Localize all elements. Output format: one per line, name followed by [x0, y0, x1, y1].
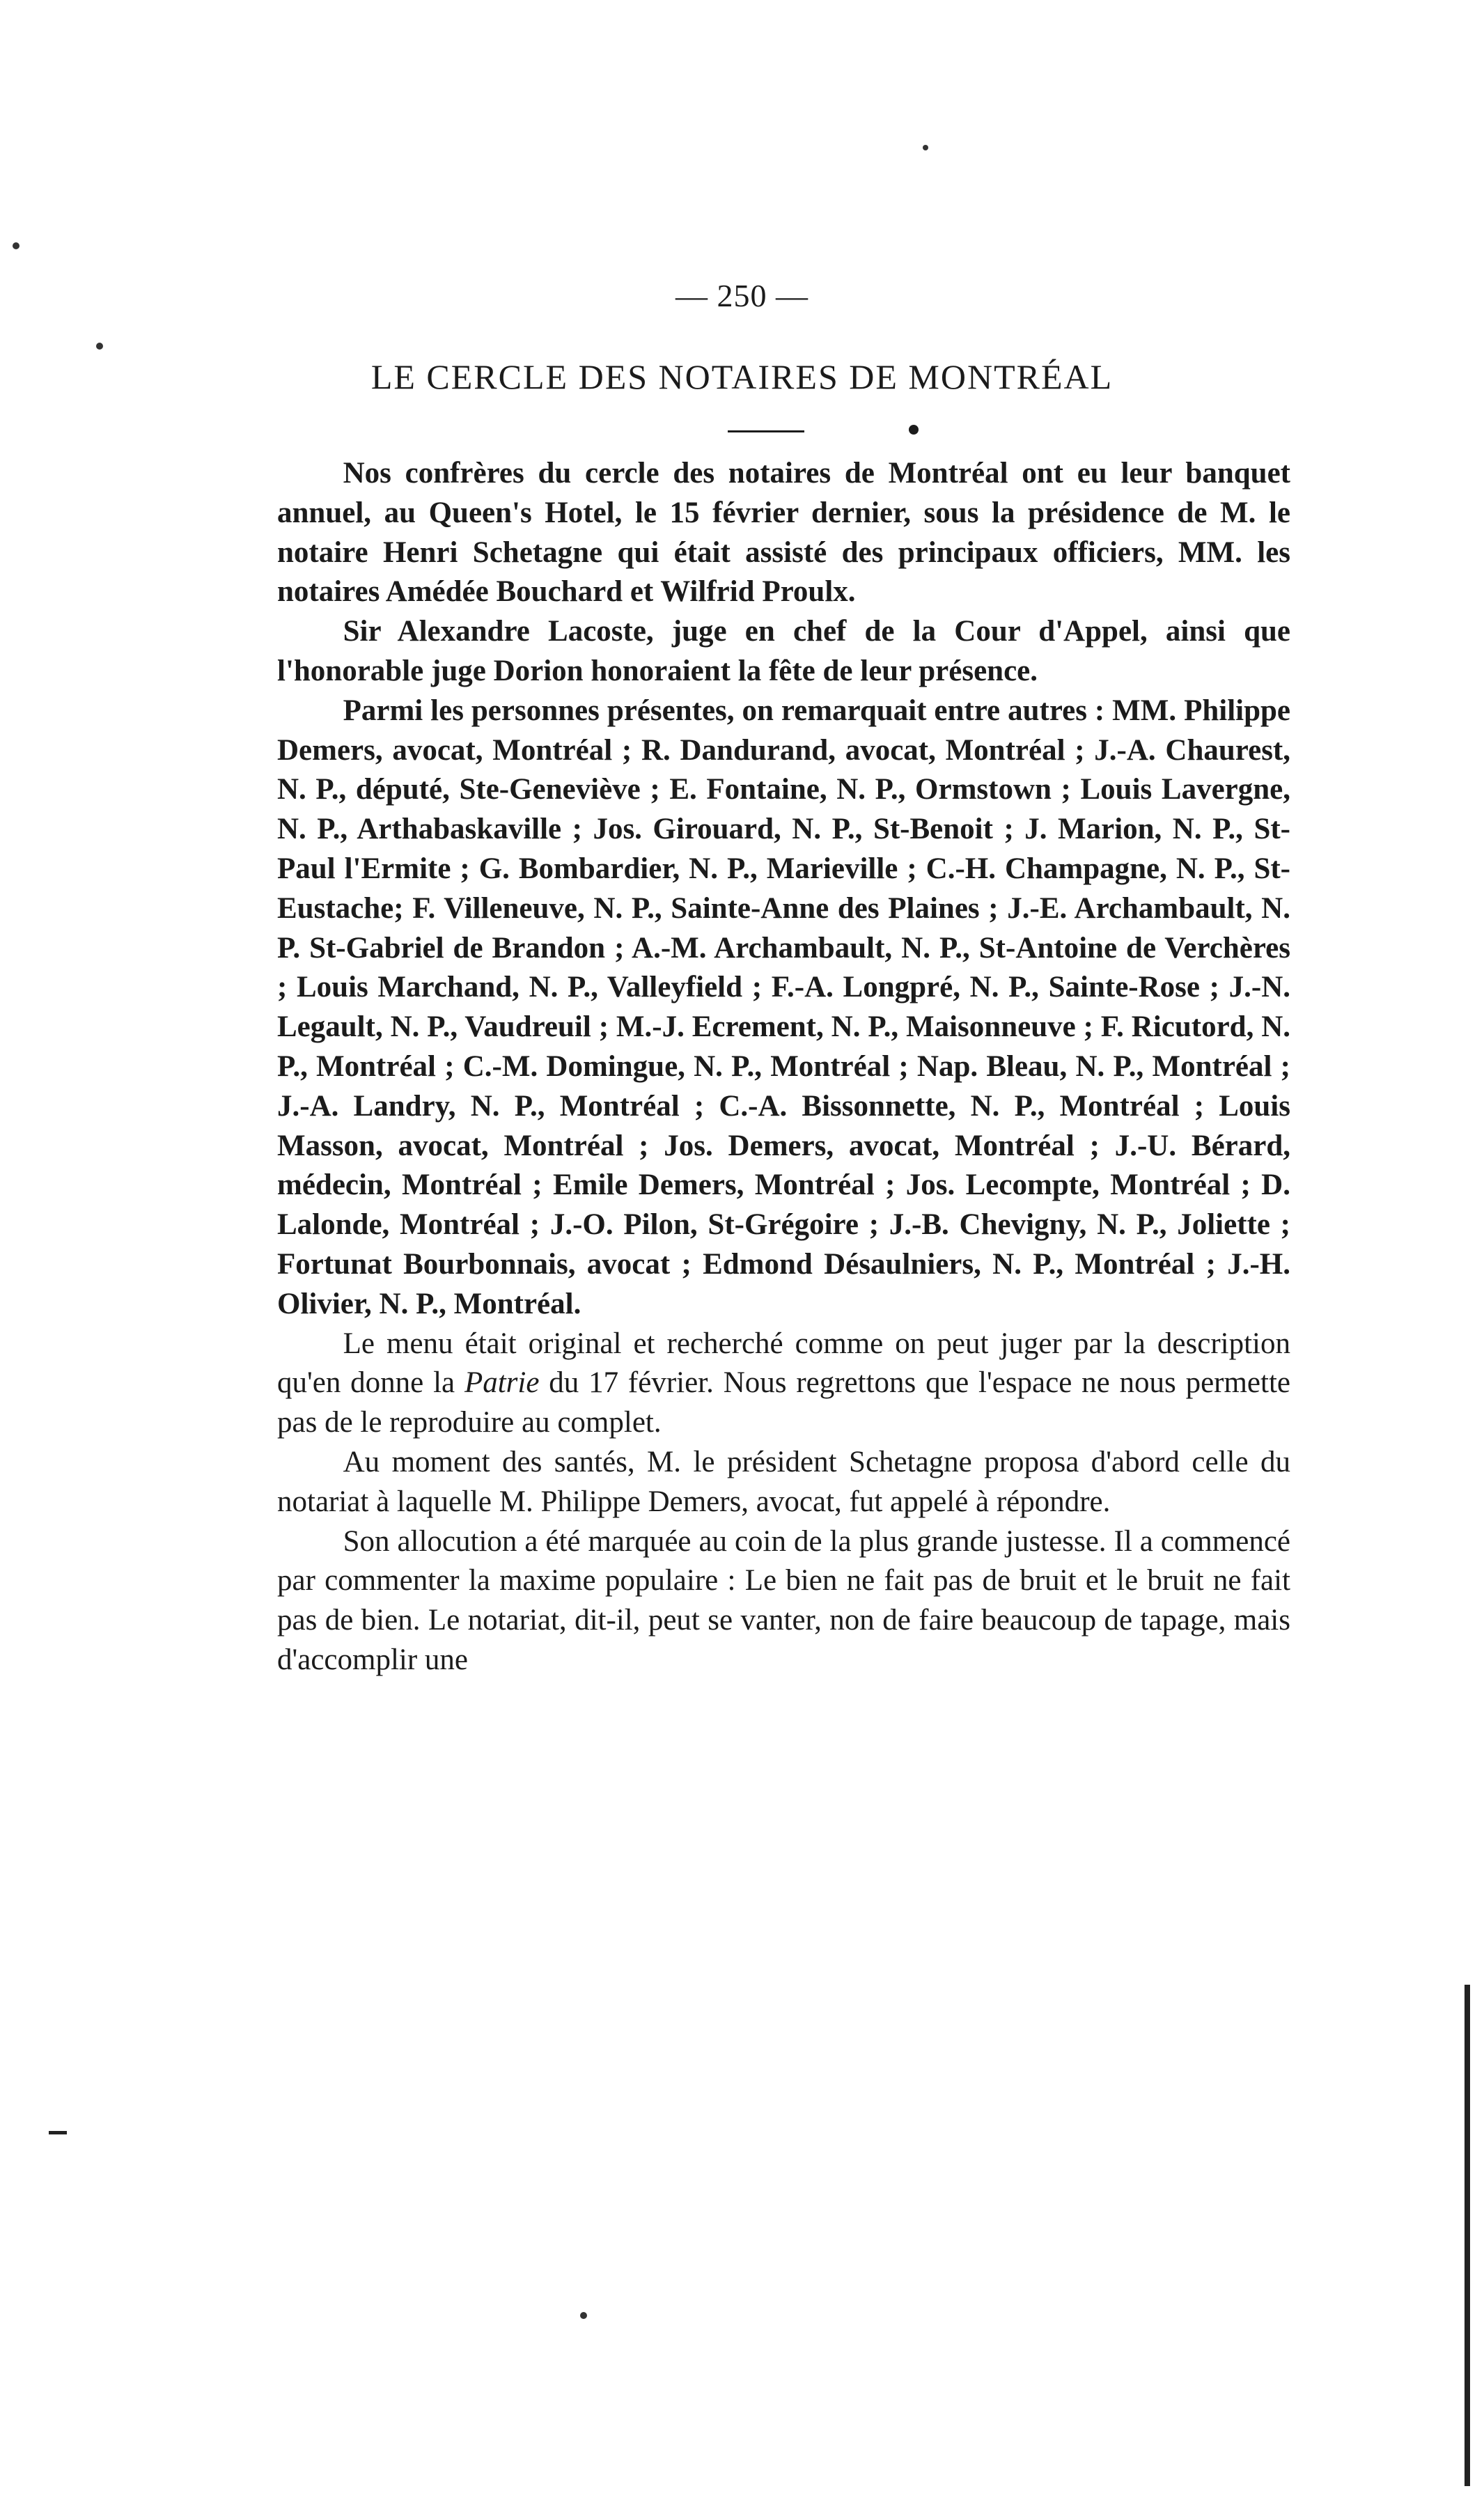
paragraph-toasts: Au moment des santés, M. le président Schetagne proposa d'abord celle du notariat à laquelle M. Philippe Demers, avocat, fut appelé à répondre. [277, 1445, 1290, 1518]
newspaper-name: Patrie [464, 1366, 540, 1400]
scan-speck [96, 343, 103, 350]
paragraph-speech: Son allocution a été marquée au coin de la plus grande justesse. Il a commencé par commenter la maxime populaire : Le bien ne fait pas de bruit et le bruit ne fait pas de bien. Le notariat, dit-il, peut se vanter, non de faire beaucoup de tapage, mais d'accomplir une [277, 1524, 1290, 1676]
menu-text-before: Le menu était original et recherché comme on peut juger par la description qu'en donne la [277, 1327, 1290, 1400]
article-body [277, 454, 1290, 1680]
scan-speck [580, 2312, 587, 2319]
menu-text-after: du 17 février. Nous regrettons que l'espace ne nous permette pas de le reproduire au complet. [277, 1366, 1290, 1439]
article-title: LE CERCLE DES NOTAIRES DE MONTRÉAL [370, 357, 1114, 396]
margin-mark-left [49, 2131, 67, 2134]
paragraph-menu [277, 1325, 1290, 1443]
title-dot [909, 425, 919, 435]
paragraph-banquet: Nos confrères du cercle des notaires de Montréal ont eu leur banquet annuel, au Queen's Hotel, le 15 février dernier, sous la présidence de M. le notaire Henri Schetagne qui était assisté des principaux officiers, MM. les notaires Amédée Bouchard et Wilfrid Proulx. [277, 457, 1290, 609]
margin-mark-right [1465, 1985, 1470, 2486]
scan-speck [923, 145, 928, 150]
title-rule [728, 430, 804, 432]
page-number: — 250 — [675, 278, 809, 313]
scan-speck [13, 242, 19, 249]
paragraph-guests-of-honour: Sir Alexandre Lacoste, juge en chef de la Cour d'Appel, ainsi que l'honorable juge Dorion honoraient la fête de leur présence. [277, 615, 1290, 687]
paragraph-attendees: Parmi les personnes présentes, on remarquait entre autres : MM. Philippe Demers, avocat, Montréal ; R. Dandurand, avocat, Montréal ; J.-A. Chaurest, N. P., député, Ste-Geneviève ; E. Fontaine, N. P., Ormstown ; Louis Lavergne, N. P., Arthabaskaville ; Jos. Girouard, N. P., St-Benoit ; J. Marion, N. P., St-Paul l'Ermite ; G. Bombardier, N. P., Marieville ; C.-H. Champagne, N. P., St-Eustache; F. Villeneuve, N. P., Sainte-Anne des Plaines ; J.-E. Archambault, N. P. St-Gabriel de Brandon ; A.-M. Archambault, N. P., St-Antoine de Verchères ; Louis Marchand, N. P., Valleyfield ; F.-A. Longpré, N. P., Sainte-Rose ; J.-N. Legault, N. P., Vaudreuil ; M.-J. Ecrement, N. P., Maisonneuve ; F. Ricutord, N. P., Montréal ; C.-M. Domingue, N. P., Montréal ; Nap. Bleau, N. P., Montréal ; J.-A. Landry, N. P., Montréal ; C.-A. Bissonnette, N. P., Montréal ; Louis Masson, avocat, Montréal ; Jos. Demers, avocat, Montréal ; J.-U. Bérard, médecin, Montréal ; Emile Demers, Montréal ; Jos. Lecompte, Montréal ; D. Lalonde, Montréal ; J.-O. Pilon, St-Grégoire ; J.-B. Chevigny, N. P., Joliette ; Fortunat Bourbonnais, avocat ; Edmond Désaulniers, N. P., Montréal ; J.-H. Olivier, N. P., Montréal. [277, 694, 1290, 1320]
